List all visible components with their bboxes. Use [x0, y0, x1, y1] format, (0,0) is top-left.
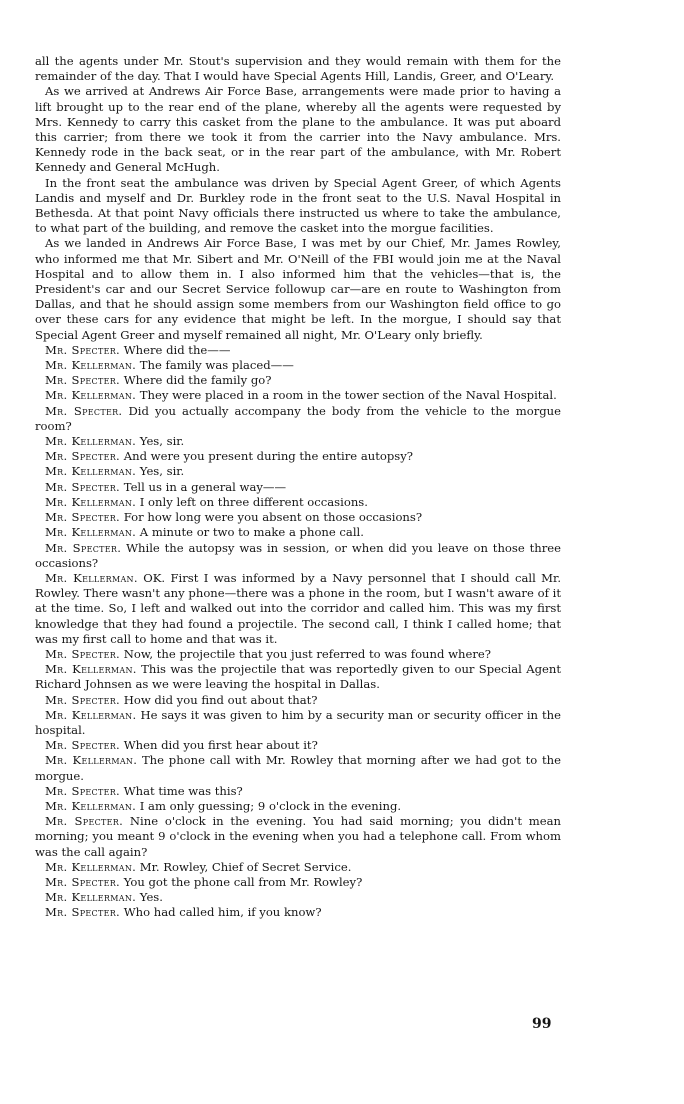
paragraph-text: What time was this?	[123, 783, 243, 798]
paragraph-text: The phone call with Mr. Rowley that morning after we had got to the morgue.	[35, 753, 562, 783]
narrative-paragraph	[35, 54, 561, 84]
testimony-line	[35, 571, 561, 647]
speaker-label: Mr. Kellerman.	[45, 464, 137, 479]
testimony-line	[35, 738, 561, 753]
paragraph-text: While the autopsy was in session, or when did you leave on those three occasions?	[35, 540, 561, 570]
speaker-label: Mr. Specter.	[45, 479, 121, 494]
speaker-label: Mr. Kellerman.	[45, 707, 137, 722]
paragraph-text: Where did the family go?	[123, 373, 272, 388]
speaker-label: Mr. Specter.	[45, 540, 122, 555]
testimony-line	[35, 404, 561, 434]
speaker-label: Mr. Kellerman.	[45, 388, 137, 403]
speaker-label: Mr. Kellerman.	[45, 753, 138, 768]
speaker-label: Mr. Specter.	[45, 692, 121, 707]
speaker-label: Mr. Kellerman.	[45, 890, 137, 905]
speaker-label: Mr. Specter.	[45, 905, 121, 920]
paragraph-text: Yes, sir.	[139, 434, 185, 449]
paragraph-text: I only left on three different occasions.	[139, 494, 368, 509]
testimony-line	[35, 343, 561, 358]
paragraph-text: You got the phone call from Mr. Rowley?	[123, 874, 363, 889]
testimony-line	[35, 388, 561, 403]
paragraph-text: In the front seat the ambulance was driven by Special Agent Greer, of which Agents Landis and myself and Dr. Burkley rode in the front seat to the U.S. Naval Hospital in Bethesda. At that point Navy officials there instructed us where to take the ambulance, to what part of the building, and remove the casket into the morgue facilities.	[35, 175, 561, 236]
speaker-label: Mr. Kellerman.	[45, 662, 137, 677]
testimony-line	[35, 480, 561, 495]
paragraph-text: Yes, sir.	[139, 464, 185, 479]
paragraph-text: Mr. Rowley, Chief of Secret Service.	[139, 859, 352, 874]
paragraph-text: When did you first hear about it?	[123, 738, 318, 753]
speaker-label: Mr. Specter.	[45, 738, 121, 753]
testimony-line	[35, 525, 561, 540]
testimony-line	[35, 860, 561, 875]
paragraph-text: As we landed in Andrews Air Force Base, I was met by our Chief, Mr. James Rowley, who informed me that Mr. Sibert and Mr. O'Neill of the FBI would join me at the Naval Hospital and to allow them in. I also informed him that the vehicles—that is, the President's car and our Secret Service followup car—are en route to Washington from Dallas, and that he should assign some members from our Washington field office to go over these cars for any evidence that might be left. In the morgue, I should say that Special Agent Greer and myself remained all night, Mr. O'Leary only briefly.	[35, 236, 561, 342]
paragraph-text: They were placed in a room in the tower section of the Naval Hospital.	[139, 388, 557, 403]
paragraph-text: A minute or two to make a phone call.	[139, 525, 364, 540]
testimony-line	[35, 510, 561, 525]
paragraph-text: Who had called him, if you know?	[123, 905, 322, 920]
testimony-line	[35, 814, 561, 860]
speaker-label: Mr. Kellerman.	[45, 358, 137, 373]
paragraph-text: How did you find out about that?	[123, 692, 318, 707]
testimony-line	[35, 693, 561, 708]
testimony-line	[35, 464, 561, 479]
paragraph-text: I am only guessing; 9 o'clock in the evening.	[139, 798, 402, 813]
narrative-paragraph	[35, 84, 561, 175]
paragraph-text: OK. First I was informed by a Navy personnel that I should call Mr. Rowley. There wasn't any phone—there was a phone in the room, but I wasn't aware of it at the time. So, I left and walked out into the corridor and called him. This was my first knowledge that they had found a projectile. The second call, I think I called home; that was my first call to home and that was it.	[35, 570, 562, 646]
testimony-line	[35, 662, 561, 692]
paragraph-text: The family was placed——	[139, 358, 294, 373]
speaker-label: Mr. Kellerman.	[45, 859, 137, 874]
speaker-label: Mr. Specter.	[45, 373, 121, 388]
body-text	[35, 54, 561, 921]
speaker-label: Mr. Kellerman.	[45, 570, 138, 585]
speaker-label: Mr. Specter.	[45, 874, 121, 889]
testimony-line	[35, 875, 561, 890]
paragraph-text: Yes.	[139, 890, 163, 905]
testimony-line	[35, 647, 561, 662]
speaker-label: Mr. Kellerman.	[45, 494, 137, 509]
paragraph-text: He says it was given to him by a security man or security officer in the hospital.	[35, 707, 562, 737]
testimony-line	[35, 358, 561, 373]
speaker-label: Mr. Specter.	[45, 403, 123, 418]
paragraph-text: For how long were you absent on those occasions?	[123, 510, 423, 525]
testimony-line	[35, 905, 561, 920]
speaker-label: Mr. Kellerman.	[45, 434, 137, 449]
paragraph-text: Nine o'clock in the evening. You had said morning; you didn't mean morning; you meant 9 o'clock in the evening when you had a telephone call. From whom was the call again?	[35, 814, 561, 859]
testimony-line	[35, 449, 561, 464]
testimony-line	[35, 373, 561, 388]
narrative-paragraph	[35, 176, 561, 237]
testimony-line	[35, 753, 561, 783]
testimony-line	[35, 541, 561, 571]
speaker-label: Mr. Specter.	[45, 510, 121, 525]
speaker-label: Mr. Specter.	[45, 646, 121, 661]
paragraph-text: all the agents under Mr. Stout's supervision and they would remain with them for the remainder of the day. That I would have Special Agents Hill, Landis, Greer, and O'Leary.	[35, 54, 561, 84]
testimony-line	[35, 495, 561, 510]
speaker-label: Mr. Kellerman.	[45, 798, 137, 813]
testimony-line	[35, 708, 561, 738]
paragraph-text: And were you present during the entire autopsy?	[123, 449, 414, 464]
narrative-paragraph	[35, 236, 561, 342]
testimony-line	[35, 434, 561, 449]
paragraph-text: Did you actually accompany the body from the vehicle to the morgue room?	[35, 403, 561, 433]
paragraph-text: Tell us in a general way——	[123, 479, 287, 494]
speaker-label: Mr. Kellerman.	[45, 525, 137, 540]
paragraph-text: As we arrived at Andrews Air Force Base, arrangements were made prior to having a lift brought up to the rear end of the plane, whereby all the agents were requested by Mrs. Kennedy to carry this casket from the plane to the ambulance. It was put aboard this carrier; from there we took it from the carrier into the Navy ambulance. Mrs. Kennedy rode in the back seat, or in the rear part of the ambulance, with Mr. Robert Kennedy and General McHugh.	[35, 84, 561, 175]
speaker-label: Mr. Specter.	[45, 783, 121, 798]
speaker-label: Mr. Specter.	[45, 449, 121, 464]
speaker-label: Mr. Specter.	[45, 814, 124, 829]
page-number: 99	[532, 1016, 552, 1032]
speaker-label: Mr. Specter.	[45, 342, 121, 357]
paragraph-text: This was the projectile that was reportedly given to our Special Agent Richard Johnsen as we were leaving the hospital in Dallas.	[35, 662, 561, 692]
testimony-line	[35, 784, 561, 799]
paragraph-text: Where did the——	[123, 342, 231, 357]
paragraph-text: Now, the projectile that you just referred to was found where?	[123, 646, 491, 661]
testimony-line	[35, 890, 561, 905]
testimony-line	[35, 799, 561, 814]
